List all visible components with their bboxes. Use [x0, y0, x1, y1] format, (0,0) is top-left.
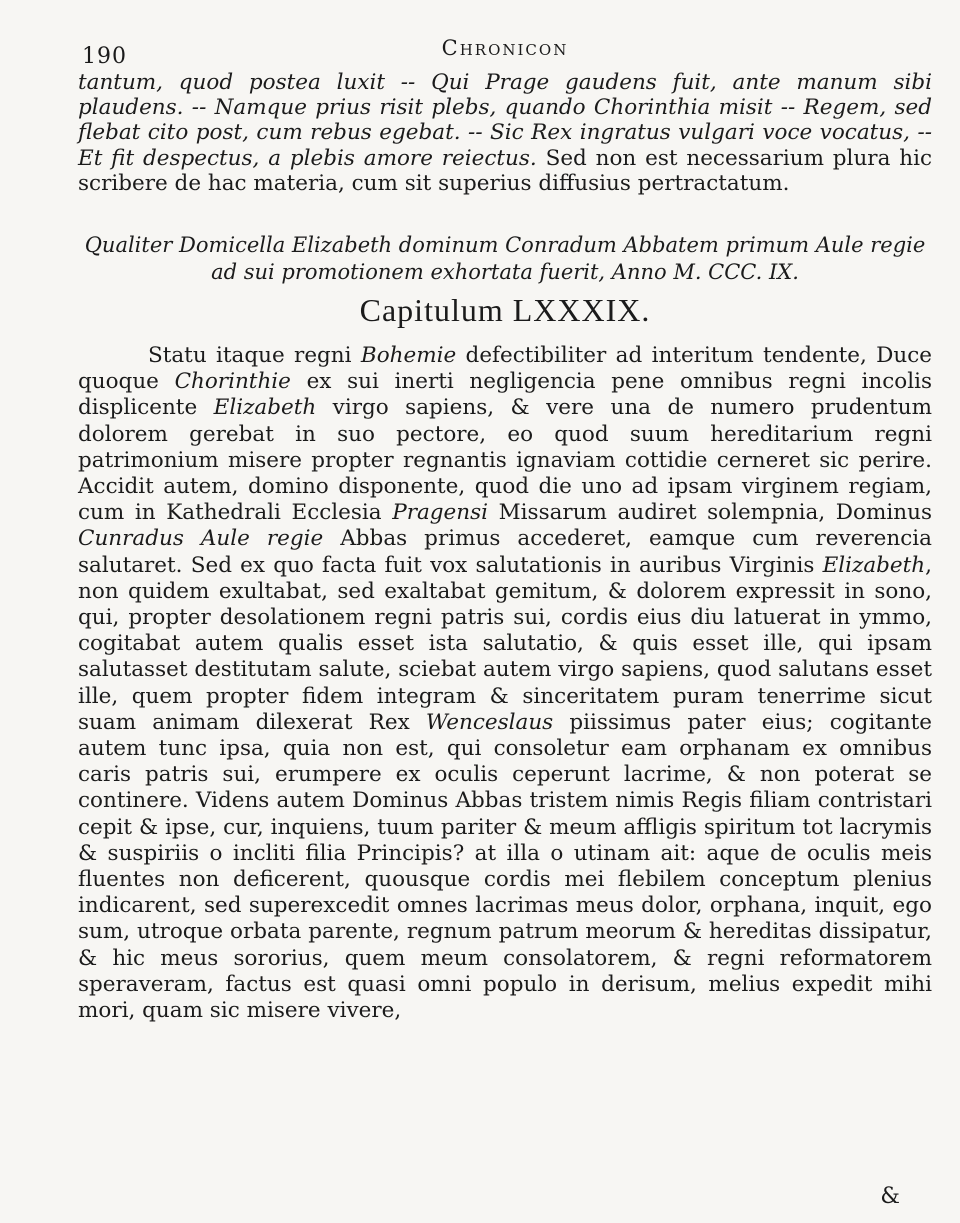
body-text-7: , non quidem exultabat, sed exaltabat gemitum, & dolorem expressit in sono, qui, propter desolationem regni patris sui, cordis eius diu latuerat in ymmo, cogitabat autem qualis esset ista salutatio, & quis esset ille, qui ipsam salutasset destitutam salute, sciebat autem virgo sapiens, quod salutans esset ille, quem propter fidem integram & sinceritatem puram tenerrime sicut suam animam dilexerat Rex — [78, 552, 932, 735]
chapter-body — [78, 343, 932, 1024]
body-text-1: Statu itaque regni — [148, 343, 361, 369]
body-text-6: Abbas primus accederet, eamque cum reverencia salutaret. Sed ex quo facta fuit vox salutationis in auribus Virginis — [78, 526, 932, 578]
body-italic-7: Wenceslaus — [425, 709, 554, 735]
body-text-5: Missarum audiret solempnia, Dominus — [488, 500, 932, 526]
chapter-summary-heading: Qualiter Domicella Elizabeth dominum Conradum Abbatem primum Aule regie ad sui promotionem exhortata fuerit, Anno M. CCC. IX. — [84, 233, 926, 285]
body-italic-4: Pragensi — [392, 500, 489, 526]
body-italic-3: Elizabeth — [213, 395, 317, 421]
body-text-4: virgo sapiens, & vere una de numero prudentum dolorem gerebat in suo pectore, eo quod suum hereditarium regni patrimonium misere propter regnantis ignaviam cottidie cerneret sic perire. Accidit autem, domino disponente, quod die uno ad ipsam virginem regiam, cum in Kathedrali Ecclesia — [78, 395, 932, 526]
page-header — [78, 30, 932, 70]
chapter-title: Capitulum LXXXIX. — [359, 292, 651, 329]
body-text-3: ex sui inerti negligencia pene omnibus regni incolis displicente — [78, 369, 932, 421]
body-italic-5: Cunradus Aule regie — [78, 526, 324, 552]
body-italic-6: Elizabeth — [822, 552, 926, 578]
body-text-8: piissimus pater eius; cogitante autem tunc ipsa, quia non est, qui consoletur eam orphanam ex omnibus caris patris sui, erumpere ex oculis ceperunt lacrime, & non poterat se continere. Videns autem Dominus Abbas tristem nimis Regis filiam contristari cepit & ipse, cur, inquiens, tuum pariter & meum affligis spiritum tot lacrymis & suspiriis o incliti filia Principis? at illa o utinam ait: aque de oculis meis fluentes non deficerent, quousque cordis mei flebilem conceptum plenius indicarent, sed superexcedit omnes lacrimas meus dolor, orphana, inquit, ego sum, utroque orbata parente, regnum patrum meorum & hereditas dissipatur, & hic meus sororius, quem meum consolatorem, & regni reformatorem speraveram, factus est quasi omni populo in derisum, melius expedit mihi mori, quam sic misere vivere, — [78, 709, 932, 1024]
intro-prose: Sed non est necessarium plura hic scribere de hac materia, cum sit superius diffusius pertractatum. — [78, 145, 932, 196]
body-italic-2: Chorinthie — [174, 369, 291, 395]
intro-paragraph — [78, 70, 932, 196]
body-text-2: defectibiliter ad interitum tendente, Duce quoque — [78, 343, 932, 395]
running-head: Chronicon — [441, 36, 569, 60]
page-number: 190 — [82, 44, 127, 69]
body-italic-1: Bohemie — [360, 343, 457, 369]
catchword: & — [880, 1184, 900, 1209]
intro-verse: tantum, quod postea luxit -- Qui Prage gaudens fuit, ante manum sibi plaudens. -- Namque prius risit plebs, quando Chorinthia misit -- Regem, sed flebat cito post, cum rebus egebat. -- Sic Rex ingratus vulgari voce vocatus, -- Et fit despectus, a plebis amore reiectus. — [78, 70, 932, 171]
